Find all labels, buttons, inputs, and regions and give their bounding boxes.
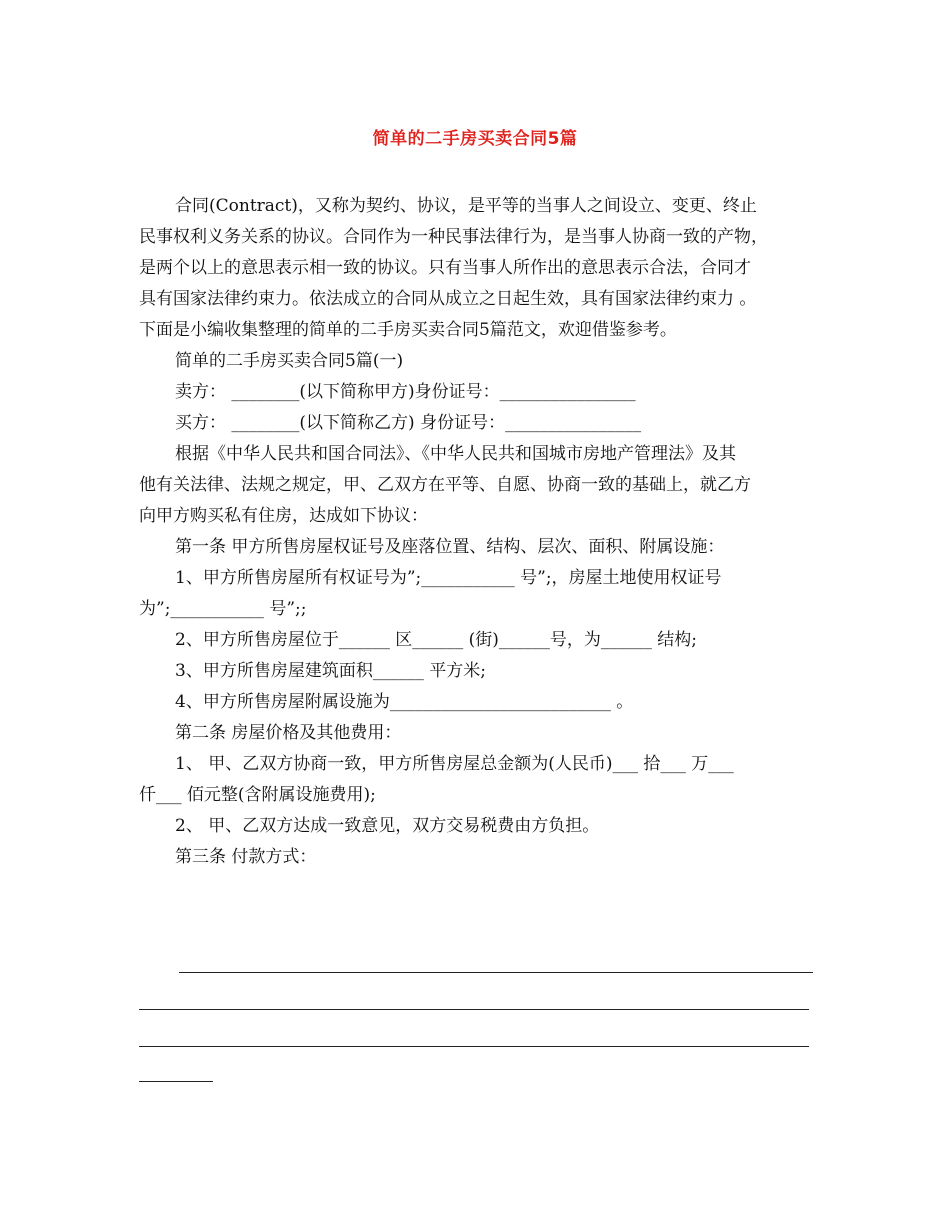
article-2-item-2: 2、 甲、乙双方达成一致意见，双方交易税费由方负担。 <box>175 816 600 836</box>
page-title: 简单的二手房买卖合同5篇 <box>372 129 578 149</box>
basis-line: 根据《中华人民共和国合同法》、《中华人民共和国城市房地产管理法》及其 <box>175 444 736 464</box>
article-1-item-1-line: 1、甲方所售房屋所有权证号为”;___________ 号”;，房屋土地使用权证号 <box>175 568 722 588</box>
intro-line: 民事权利义务关系的协议。合同作为一种民事法律行为，是当事人协商一致的产物， <box>139 227 768 247</box>
article-1-item-2: 2、甲方所售房屋位于______ 区______ (街)______号，为______ 结构; <box>175 630 698 650</box>
document-body <box>139 191 819 873</box>
buyer-line: 买方： ________(以下简称乙方) 身份证号：________________ <box>175 413 642 433</box>
intro-line: 具有国家法律约束力。依法成立的合同从成立之日起生效，具有国家法律约束力 。 <box>139 289 757 309</box>
blank-line <box>179 972 813 973</box>
section-title: 简单的二手房买卖合同5篇(一) <box>175 351 404 371</box>
blank-line <box>139 1046 809 1047</box>
article-2-item-1-line: 1、 甲、乙双方协商一致，甲方所售房屋总金额为(人民币)___ 拾___ 万___ <box>175 754 734 774</box>
intro-line: 下面是小编收集整理的简单的二手房买卖合同5篇范文，欢迎借鉴参考。 <box>139 320 677 340</box>
article-3-title: 第三条 付款方式： <box>175 847 317 867</box>
seller-line: 卖方： ________(以下简称甲方)身份证号：________________ <box>175 382 636 402</box>
intro-line: 是两个以上的意思表示相一致的协议。只有当事人所作出的意思表示合法，合同才 <box>139 258 751 278</box>
article-1-item-3: 3、甲方所售房屋建筑面积______ 平方米; <box>175 661 486 681</box>
blank-line <box>139 1009 809 1010</box>
article-1-title: 第一条 甲方所售房屋权证号及座落位置、结构、层次、面积、附属设施： <box>175 537 725 557</box>
article-1-item-1-line: 为”;___________ 号”;; <box>139 599 307 619</box>
basis-line: 向甲方购买私有住房，达成如下协议： <box>139 506 428 526</box>
basis-line: 他有关法律、法规之规定，甲、乙双方在平等、自愿、协商一致的基础上，就乙方 <box>139 475 751 495</box>
article-2-item-1-line: 仟___ 佰元整(含附属设施费用); <box>139 785 376 805</box>
intro-line: 合同(Contract)，又称为契约、协议，是平等的当事人之间设立、变更、终止 <box>175 196 757 216</box>
article-2-title: 第二条 房屋价格及其他费用： <box>175 723 402 743</box>
article-1-item-4: 4、甲方所售房屋附属设施为__________________________ 。 <box>175 692 634 712</box>
blank-line <box>139 1081 213 1082</box>
